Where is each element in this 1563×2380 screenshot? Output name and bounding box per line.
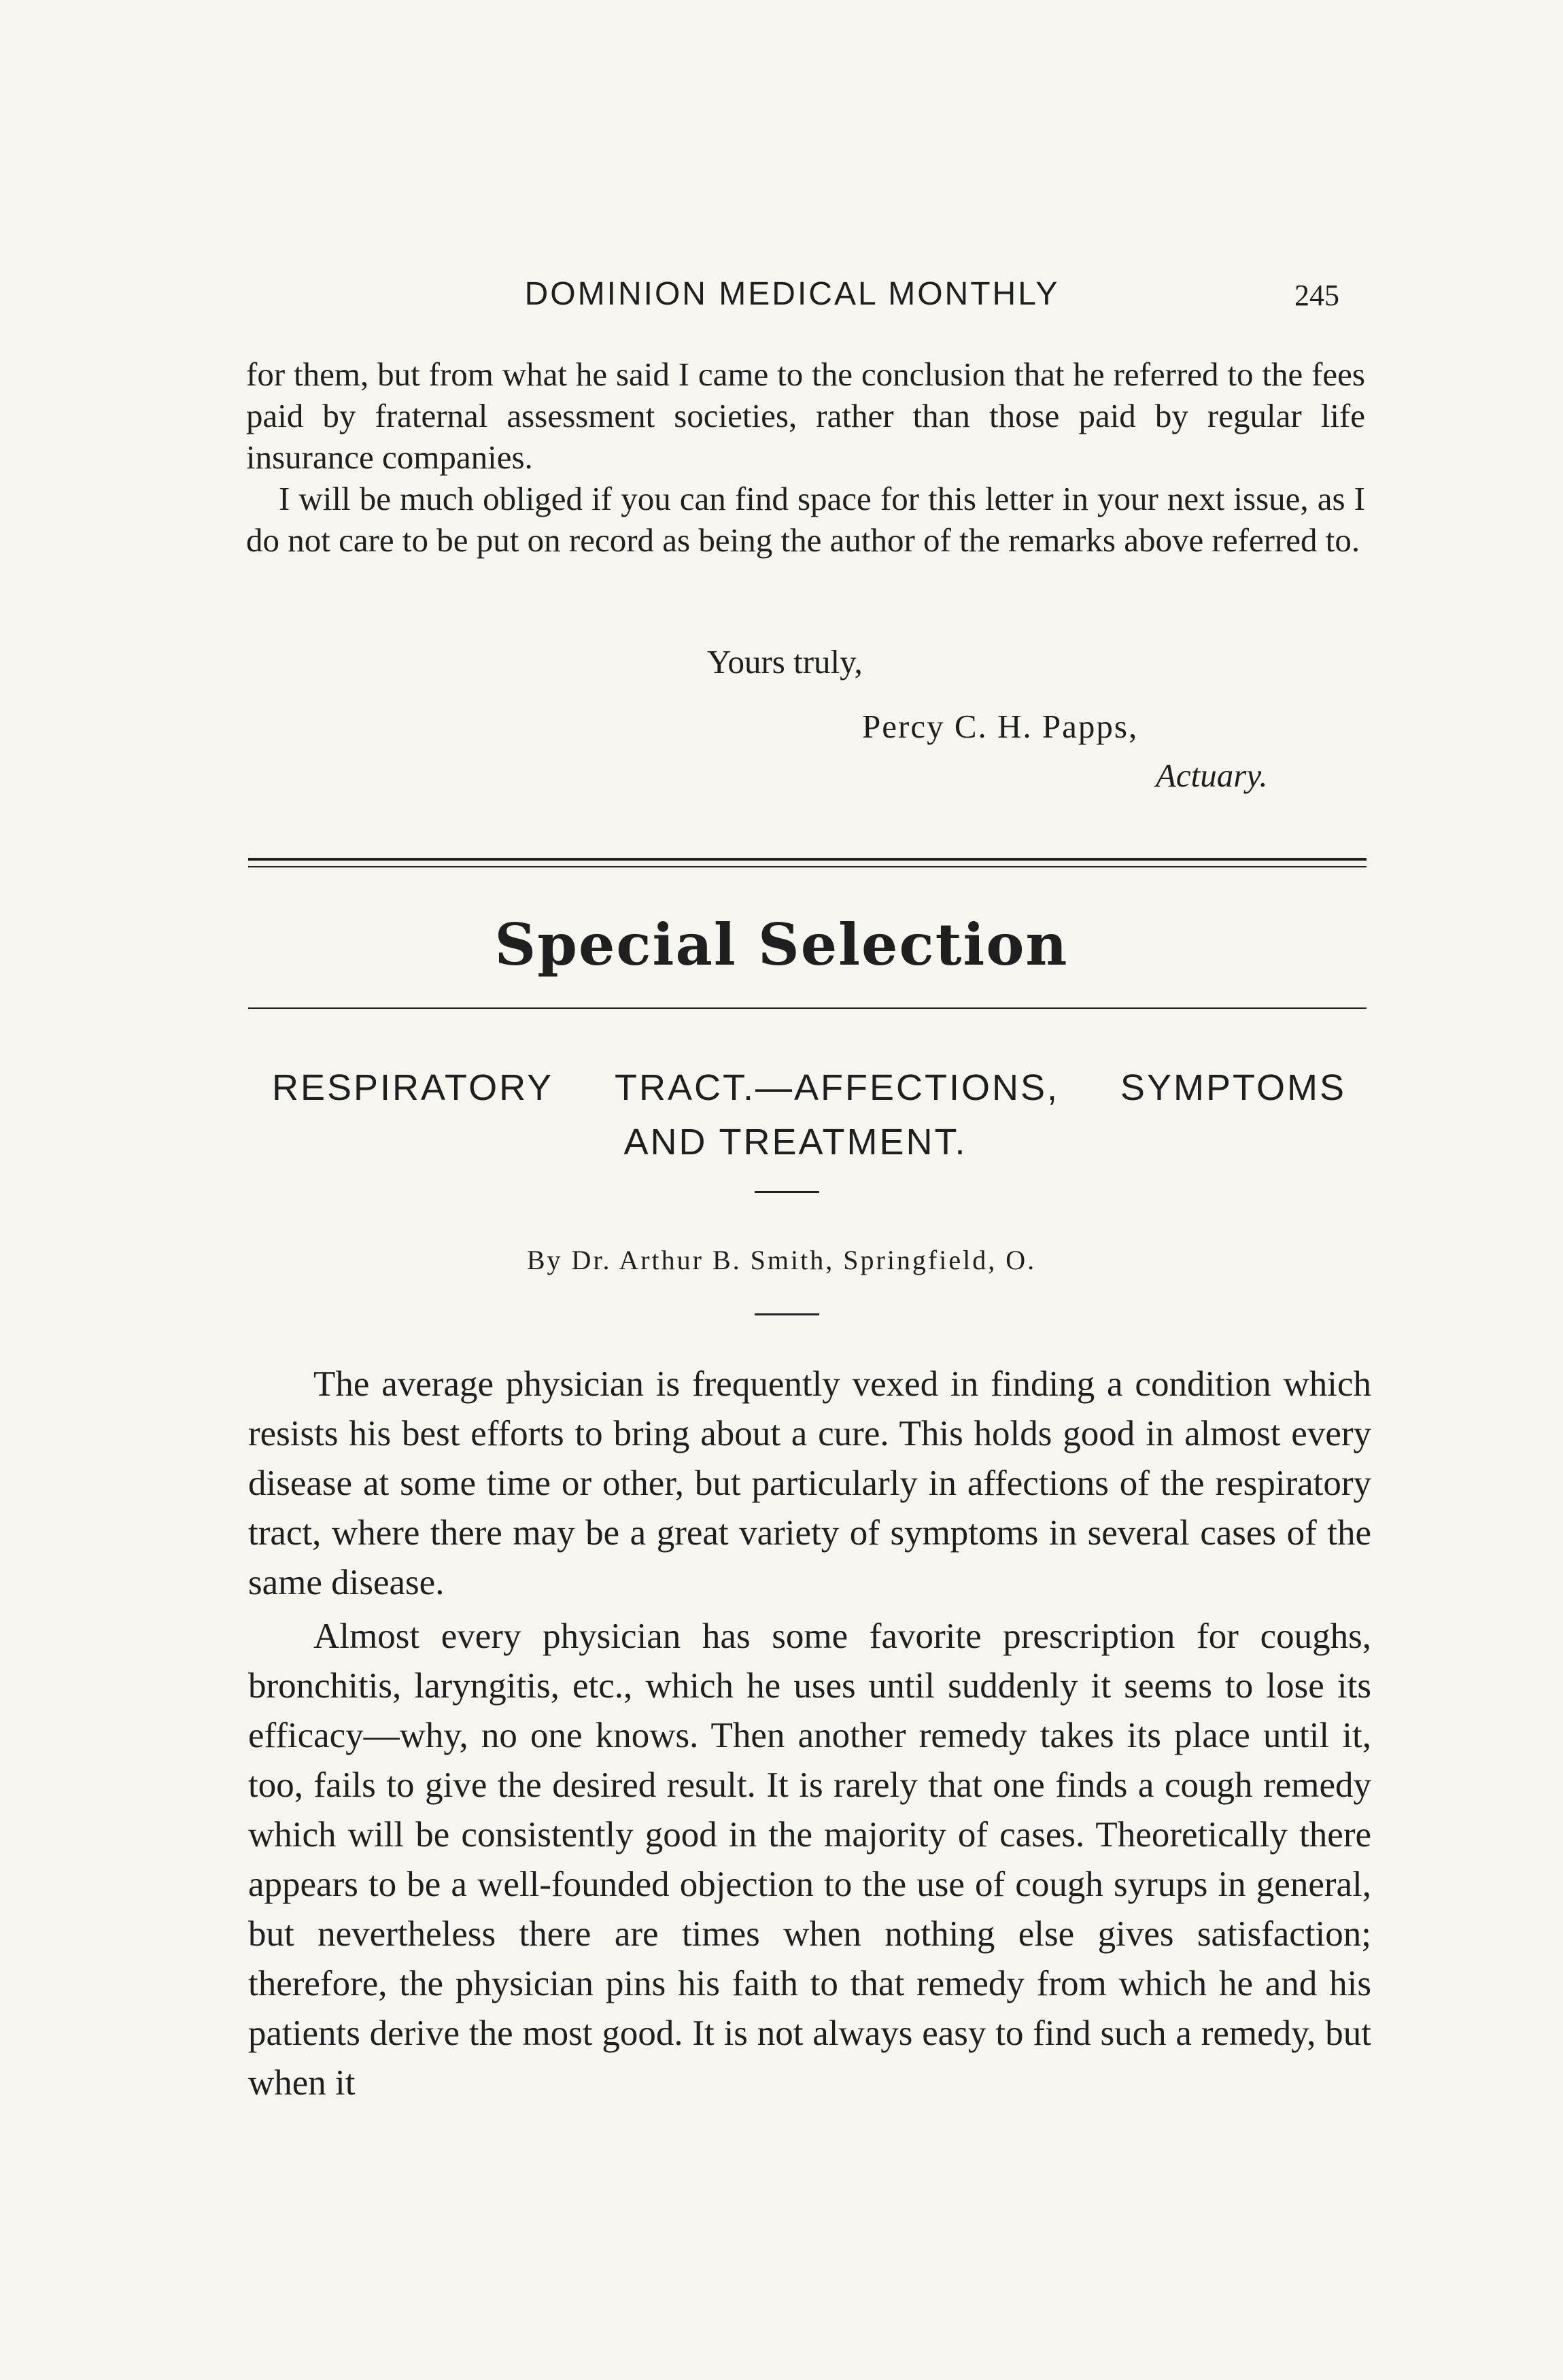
headline-word: SYMPTOMS	[1120, 1067, 1346, 1108]
byline-short-rule	[755, 1313, 819, 1315]
letter-text	[246, 353, 1365, 561]
section-divider-top	[248, 858, 1367, 861]
headline-line: AND TREATMENT.	[623, 1122, 967, 1162]
headline-word: RESPIRATORY	[272, 1067, 554, 1108]
section-title: Special Selection	[494, 911, 1069, 978]
letter-paragraph: I will be much obliged if you can find space for this letter in your next issue, as I do not care to be put on record as being the author of the remarks above referred to.	[246, 480, 1365, 559]
journal-title: DOMINION MEDICAL MONTHLY	[524, 276, 1060, 312]
article-byline: By Dr. Arthur B. Smith, Springfield, O.	[526, 1245, 1037, 1275]
section-divider-top-thin	[248, 866, 1367, 867]
letter-closing: Yours truly,	[707, 643, 863, 680]
letter-signature: Percy C. H. Papps,	[862, 708, 1139, 745]
page-number: 245	[1294, 279, 1339, 312]
article-paragraph: Almost every physician has some favorite prescription for coughs, bronchitis, laryngitis, etc., which he uses until suddenly it seems to lose its efficacy—why, no one knows. Then another remedy takes its place until it, too, fails to give the desired result. It is rarely that one finds a cough remedy which will be consistently good in the majority of cases. Theoretically there appears to be a well-founded objection to the use of cough syrups in general, but nevertheless there are times when nothing else gives satisfaction; therefore, the physician pins his faith to that remedy from which he and his patients derive the most good. It is not always easy to find such a remedy, but when it	[248, 1617, 1371, 2103]
headline-word: TRACT.—AFFECTIONS,	[615, 1067, 1060, 1108]
section-divider-bottom	[248, 1007, 1367, 1009]
article-body	[248, 1360, 1371, 2112]
article-headline	[272, 1060, 1346, 1169]
signature-title: Actuary.	[1156, 757, 1268, 794]
letter-paragraph: for them, but from what he said I came to the conclusion that he referred to the fees paid by fraternal assessment societies, rather than those paid by regular life insurance companies.	[246, 356, 1365, 476]
headline-short-rule	[755, 1191, 819, 1193]
article-paragraph: The average physician is frequently vexed in finding a condition which resists his best efforts to bring about a cure. This holds good in almost every disease at some time or other, but particularly in affections of the respiratory tract, where there may be a great variety of symptoms in several cases of the same disease.	[248, 1364, 1371, 1602]
running-header	[245, 275, 1339, 316]
